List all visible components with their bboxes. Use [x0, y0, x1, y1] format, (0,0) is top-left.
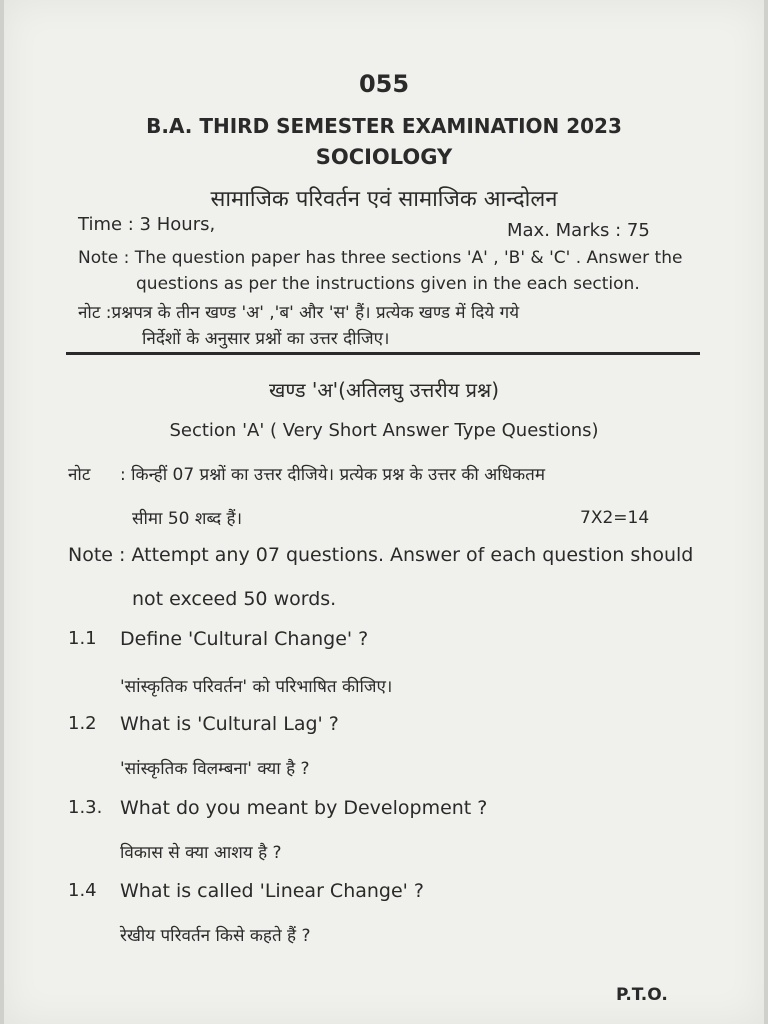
- question-number: 1.3.: [68, 797, 103, 818]
- section-note-label: नोट: [68, 465, 91, 485]
- note-line: नोट :प्रश्नपत्र के तीन खण्ड 'अ' ,'ब' और 'स' हैं। प्रत्येक खण्ड में दिये गये: [78, 303, 520, 323]
- exam-title: B.A. THIRD SEMESTER EXAMINATION 2023: [146, 114, 622, 138]
- question-english: What is called 'Linear Change' ?: [120, 880, 425, 902]
- note-line: निर्देशों के अनुसार प्रश्नों का उत्तर दीजिए।: [142, 329, 390, 349]
- divider: [66, 352, 700, 355]
- question-hindi: रेखीय परिवर्तन किसे कहते हैं ?: [120, 926, 311, 946]
- question-hindi: 'सांस्कृतिक परिवर्तन' को परिभाषित कीजिए।: [120, 677, 393, 697]
- note-line: questions as per the instructions given in the each section.: [136, 274, 640, 294]
- section-note-hindi-line1: : किन्हीं 07 प्रश्नों का उत्तर दीजिये। प्रत्येक प्रश्न के उत्तर की अधिकतम: [120, 465, 545, 485]
- time-allowed: Time : 3 Hours,: [78, 214, 216, 235]
- subject-title: SOCIOLOGY: [315, 145, 453, 169]
- note-line: Note : The question paper has three sections 'A' , 'B' & 'C' . Answer the: [78, 248, 683, 268]
- section-note-english-line2: not exceed 50 words.: [132, 588, 337, 610]
- question-english: Define 'Cultural Change' ?: [120, 628, 369, 650]
- question-hindi: विकास से क्या आशय है ?: [120, 843, 282, 863]
- subject-title-hindi: सामाजिक परिवर्तन एवं सामाजिक आन्दोलन: [210, 187, 558, 212]
- paper-code: 055: [358, 70, 410, 98]
- max-marks: Max. Marks : 75: [507, 220, 650, 241]
- general-note-hindi: [78, 300, 519, 352]
- question-number: 1.2: [68, 713, 97, 734]
- question-number: 1.4: [68, 880, 97, 901]
- question-hindi: 'सांस्कृतिक विलम्बना' क्या है ?: [120, 759, 310, 779]
- general-note-english: [78, 245, 682, 297]
- question-english: What is 'Cultural Lag' ?: [120, 713, 339, 735]
- question-english: What do you meant by Development ?: [120, 797, 488, 819]
- section-note-english-line1: Note : Attempt any 07 questions. Answer of each question should: [68, 544, 694, 566]
- section-marks: 7X2=14: [580, 508, 650, 528]
- page-turn-over: P.T.O.: [616, 985, 668, 1005]
- section-title-english: Section 'A' ( Very Short Answer Type Questions): [169, 420, 599, 441]
- section-title-hindi: खण्ड 'अ'(अतिलघु उत्तरीय प्रश्न): [268, 378, 499, 402]
- section-note-hindi-line2: सीमा 50 शब्द हैं।: [132, 509, 243, 529]
- question-number: 1.1: [68, 628, 97, 649]
- question-paper: [4, 0, 764, 1024]
